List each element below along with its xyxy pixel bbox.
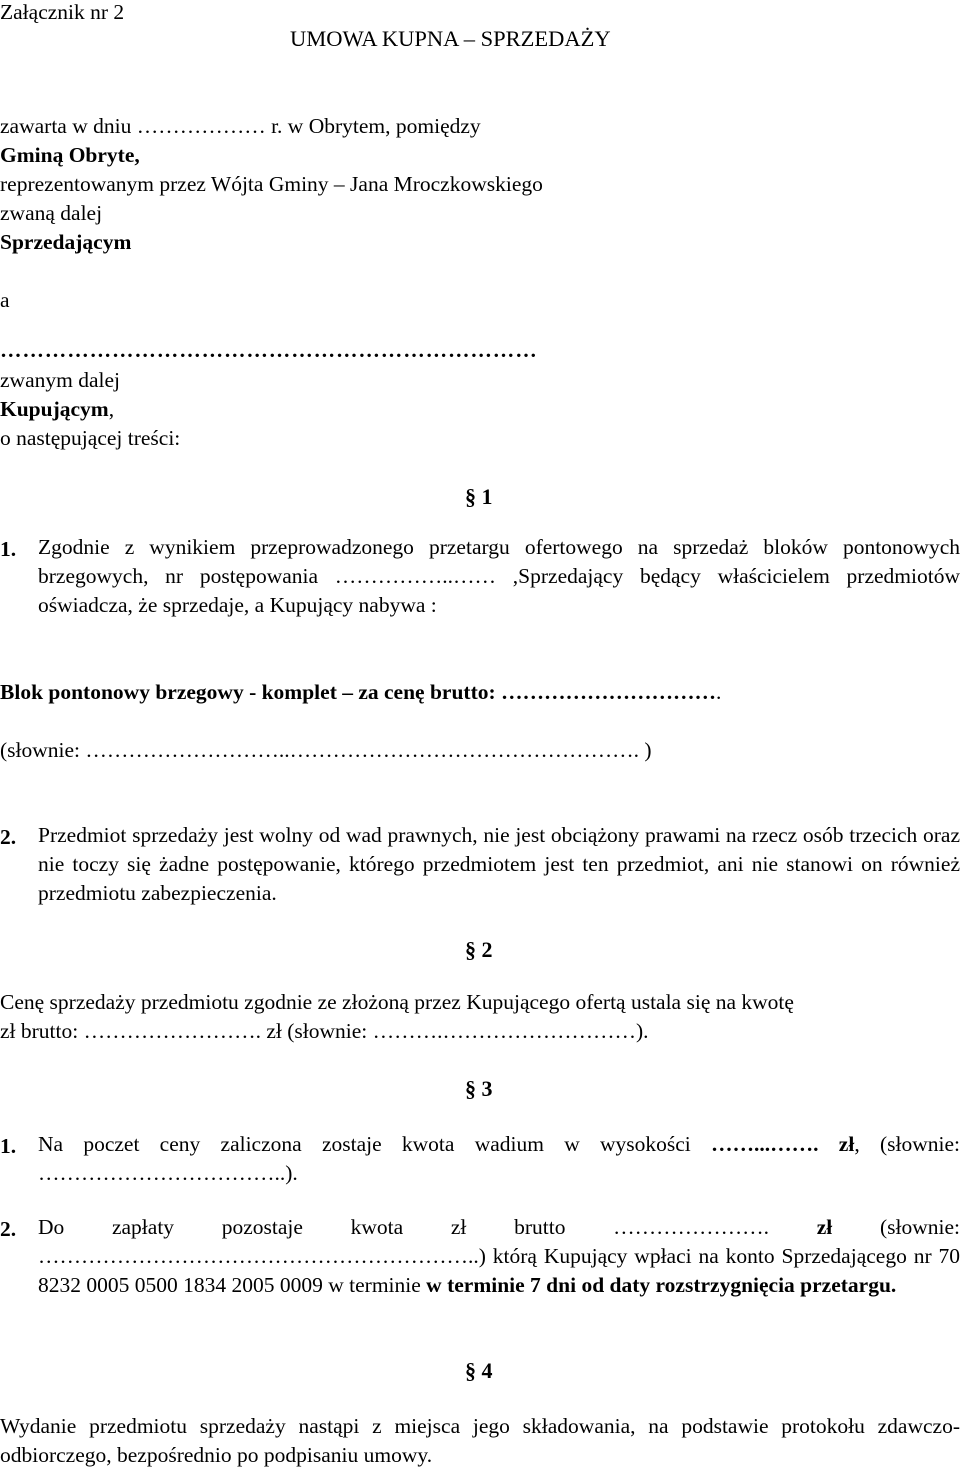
s3-p1-c: , (słownie: ……………………………..).: [38, 1132, 960, 1185]
s4-text: Wydanie przedmiotu sprzedaży nastąpi z miejsca jego składowania, na podstawie protokołu zdawczo-odbiorczego, bezpośrednio po podpisaniu umowy.: [0, 1414, 960, 1467]
called-line: zwaną dalej: [0, 201, 103, 225]
s1-p1-number: 1.: [0, 537, 17, 561]
s3-p1-text: [38, 1130, 960, 1188]
following-line: o następującej treści:: [0, 426, 181, 450]
concluded-line: zawarta w dniu ……………… r. w Obrytem, pomiędzy: [0, 114, 481, 138]
seller-role: Sprzedającym: [0, 230, 132, 254]
s1-p1-text: Zgodnie z wynikiem przeprowadzonego przetargu ofertowego na sprzedaż bloków pontonowych brzegowych, nr postępowania ……………..…… ,Sprzedający będący właścicielem przedmiotów oświadcza, że sprzedaje, a Kupujący nabywa :: [38, 535, 960, 617]
buyer-blank: ………………………………………………………………: [0, 338, 538, 362]
s3-p1-amount: ……...……. zł: [711, 1132, 855, 1156]
buyer-comma: ,: [108, 397, 115, 421]
section-2-heading: § 2: [465, 937, 493, 962]
s1-p2-number: 2.: [0, 825, 17, 849]
s3-p2-number: 2.: [0, 1217, 17, 1241]
s3-p1-a: Na poczet ceny zaliczona zostaje kwota wadium w wysokości: [38, 1132, 712, 1156]
s3-p2-deadline: w terminie 7 dni od daty rozstrzygnięcia przetargu.: [426, 1273, 897, 1297]
price-line: [0, 682, 721, 704]
s3-p2-currency: zł: [816, 1215, 833, 1239]
seller-name: Gminą Obryte,: [0, 143, 140, 167]
s3-p2-text: [38, 1213, 960, 1300]
price-dot: .: [716, 680, 722, 704]
s3-p2-a: Do zapłaty pozostaje kwota zł brutto ………………….: [38, 1215, 817, 1239]
price-text: Blok pontonowy brzegowy - komplet – za cenę brutto: …………………………: [0, 680, 717, 704]
price-words-line: (słownie: ………………………..…………………………………………. ): [0, 738, 652, 762]
buyer-role: Kupującym: [0, 397, 109, 421]
section-1-heading: § 1: [465, 484, 493, 509]
document-title: UMOWA KUPNA – SPRZEDAŻY: [290, 26, 611, 51]
section-4-heading: § 4: [465, 1358, 493, 1383]
s2-line-1: Cenę sprzedaży przedmiotu zgodnie ze złożoną przez Kupującego ofertą ustala się na kwotę: [0, 990, 794, 1014]
and-word: a: [0, 288, 10, 312]
s2-line-2: zł brutto: ……………………. zł (słownie: ……….………………………).: [0, 1019, 649, 1043]
represented-by: reprezentowanym przez Wójta Gminy – Jana Mroczkowskiego: [0, 172, 543, 196]
section-3-heading: § 3: [465, 1076, 493, 1101]
s1-p2-text: Przedmiot sprzedaży jest wolny od wad prawnych, nie jest obciążony prawami na rzecz osób trzecich oraz nie toczy się żadne postępowanie, którego przedmiotem jest ten przedmiot, ani nie stanowi on również przedmiotu zabezpieczenia.: [38, 823, 960, 905]
buyer-role-line: [0, 399, 114, 421]
s3-p1-number: 1.: [0, 1134, 17, 1158]
s3-p2-c: (słownie: ……………………………………………………..) którą Kupujący wpłaci na konto Sprzedającego nr 70 8232 0005 0500 1834 2005 0009 w terminie: [38, 1215, 960, 1297]
attachment-label: Załącznik nr 2: [0, 0, 125, 24]
buyer-called: zwanym dalej: [0, 368, 120, 392]
